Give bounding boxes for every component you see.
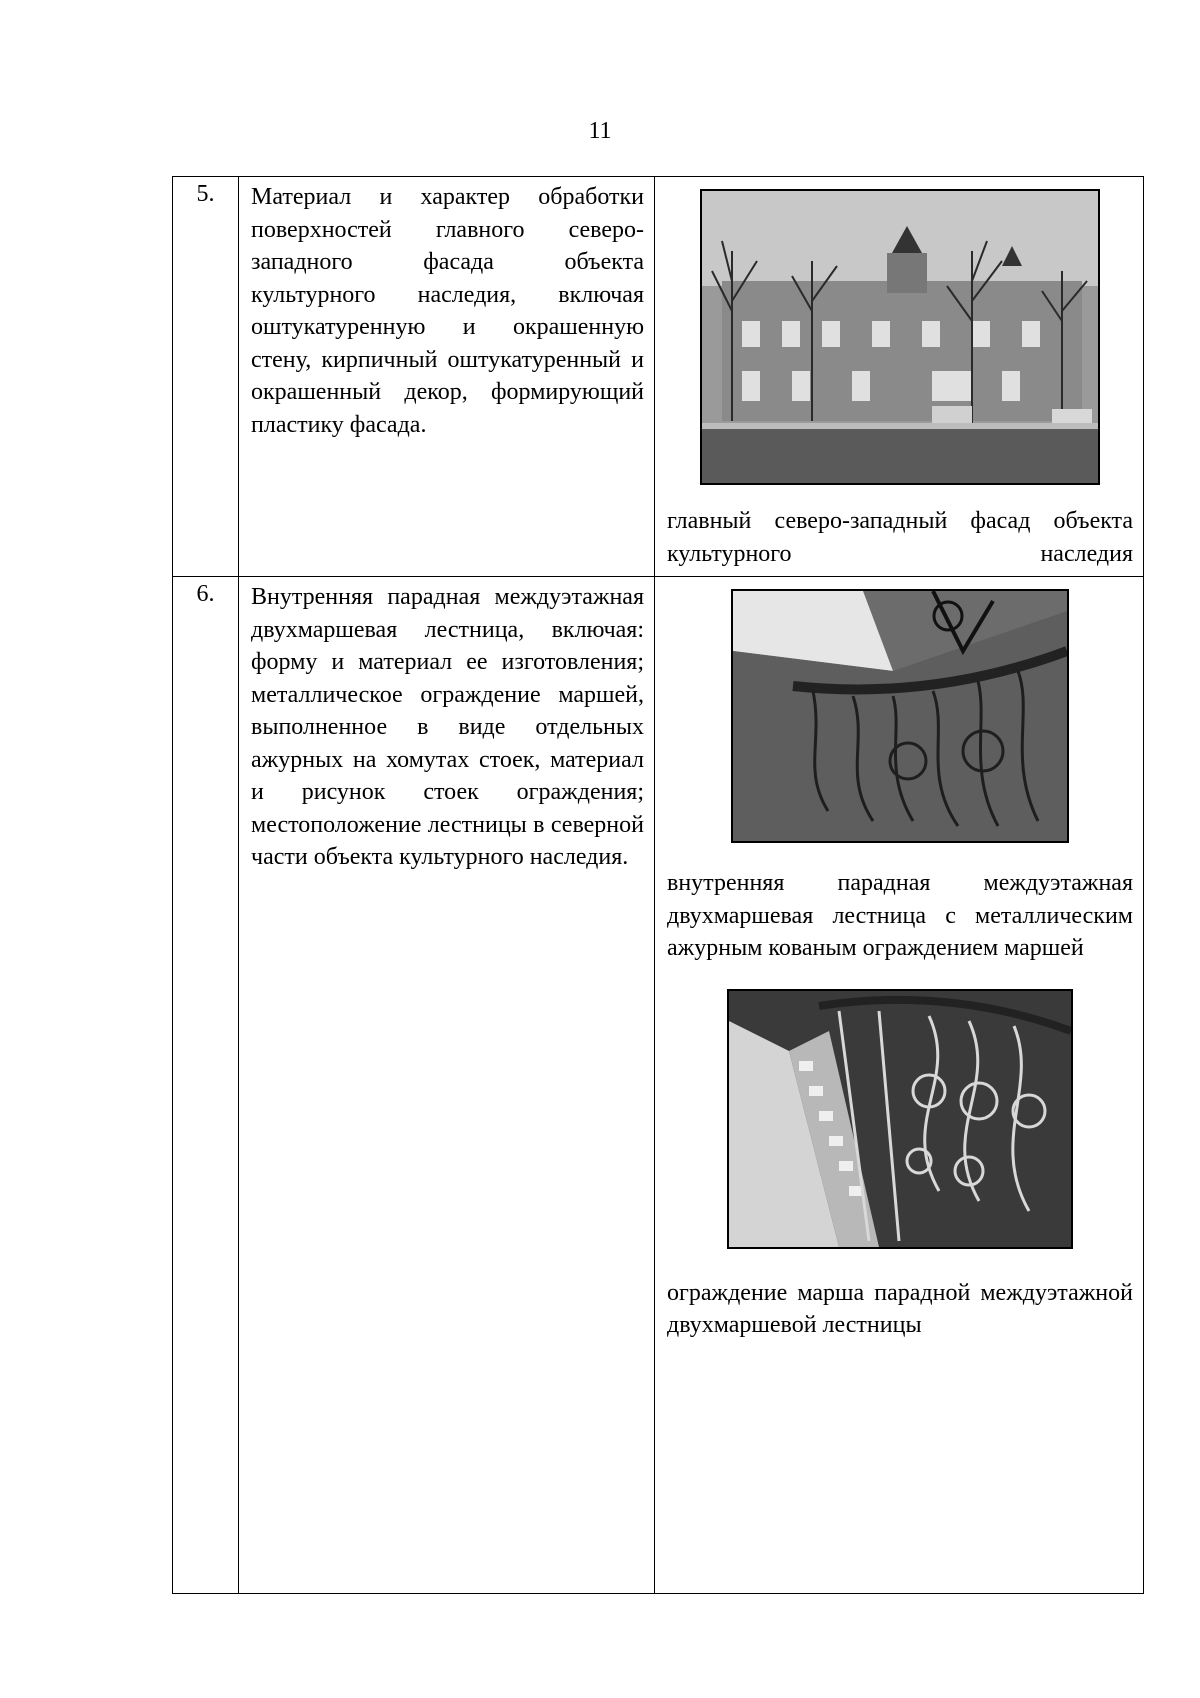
image-caption: внутренняя парадная междуэтажная двухмаршевая лестница с металлическим ажурным кованым ограждением маршей: [667, 870, 1133, 961]
heritage-table: [172, 176, 1144, 1594]
page-number: 11: [588, 118, 612, 144]
row-description: Материал и характер обработки поверхностей главного северо-западного фасада объекта культурного наследия, включая оштукатуренную и окрашенную стену, кирпичный оштукатуренный и окрашенный декор, формирующий пластику фасада.: [239, 177, 655, 577]
table-row: [173, 177, 1144, 577]
row-description: Внутренняя парадная междуэтажная двухмаршевая лестница, включая: форму и материал ее изготовления; металлическое ограждение маршей, выполненное в виде отдельных ажурных на хомутах стоек, материал и рисунок стоек ограждения; местоположение лестницы в северной части объекта культурного наследия.: [239, 577, 655, 1594]
table-row: [173, 577, 1144, 1594]
facade-photo: [700, 189, 1100, 485]
row-number: 5.: [173, 177, 239, 577]
image-cell: [655, 577, 1144, 1594]
image-caption: главный северо-западный фасад объекта культурного наследия: [667, 508, 1133, 567]
image-caption: ограждение марша парадной междуэтажной двухмаршевой лестницы: [667, 1279, 1133, 1338]
row-number: 6.: [173, 577, 239, 1594]
railing-photo: [727, 989, 1073, 1249]
image-cell: [655, 177, 1144, 577]
staircase-photo: [731, 589, 1069, 843]
